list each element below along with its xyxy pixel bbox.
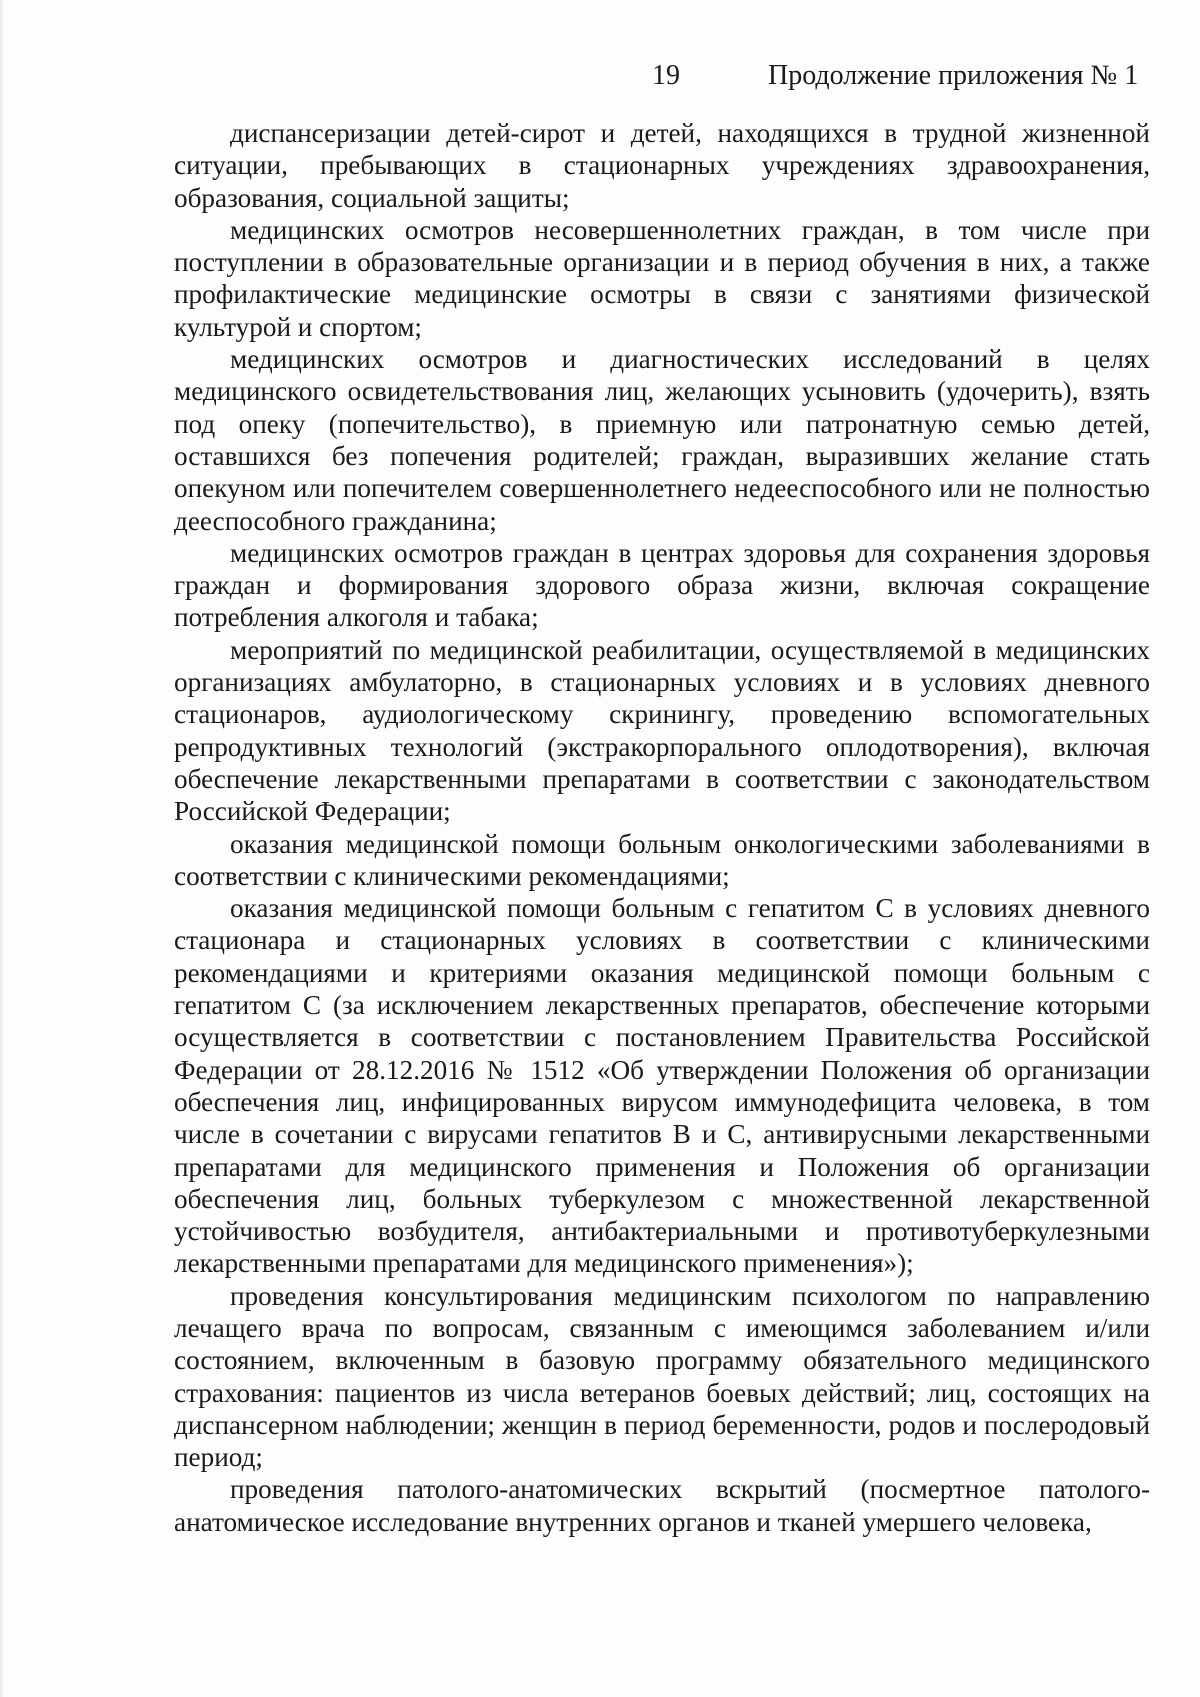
paragraph: оказания медицинской помощи больным с гепатитом С в условиях дневного стационара и стационарных условиях в соответствии с клиническими рекомендациями и критериями оказания медицинской помощи больным с гепатитом С (за исключением лекарственных препаратов, обеспечение которыми осуществляется в соответствии с постановлением Правительства Российской Федерации от 28.12.2016 № 1512 «Об утверждении Положения об организации обеспечения лиц, инфицированных вирусом иммунодефицита человека, в том числе в сочетании с вирусами гепатитов В и С, антивирусными лекарственными препаратами для медицинского применения и Положения об организации обеспечения лиц, больных туберкулезом с множественной лекарственной устойчивостью возбудителя, антибактериальными и противотуберкулезными лекарственными препаратами для медицинского применения»); [174, 893, 1150, 1279]
scan-edge [0, 0, 4, 1697]
paragraph: медицинских осмотров граждан в центрах здоровья для сохранения здоровья граждан и формирования здорового образа жизни, включая сокращение потребления алкоголя и табака; [174, 537, 1150, 633]
appendix-caption: Продолжение приложения № 1 [768, 60, 1139, 91]
document-body [174, 117, 1150, 1538]
paragraph: мероприятий по медицинской реабилитации, осуществляемой в медицинских организациях амбулаторно, в стационарных условиях и в условиях дневного стационаров, аудиологическому скринингу, проведению вспомогательных репродуктивных технологий (экстракорпорального оплодотворения), включая обеспечение лекарственными препаратами в соответствии с законодательством Российской Федерации; [174, 634, 1150, 827]
paragraph: оказания медицинской помощи больным онкологическими заболеваниями в соответствии с клиническими рекомендациями; [174, 828, 1150, 891]
paragraph: диспансеризации детей-сирот и детей, находящихся в трудной жизненной ситуации, пребывающих в стационарных учреждениях здравоохранения, образования, социальной защиты; [174, 118, 1150, 213]
page-number: 19 [652, 60, 680, 91]
paragraph: медицинских осмотров и диагностических исследований в целях медицинского освидетельствования лиц, желающих усыновить (удочерить), взять под опеку (попечительство), в приемную или патронатную семью детей, оставшихся без попечения родителей; граждан, выразивших желание стать опекуном или попечителем совершеннолетнего недееспособного или не полностью дееспособного гражданина; [174, 344, 1150, 536]
paragraph: медицинских осмотров несовершеннолетних граждан, в том числе при поступлении в образовательные организации и в период обучения в них, а также профилактические медицинские осмотры в связи с занятиями физической культурой и спортом; [174, 214, 1150, 342]
page-header [0, 60, 1200, 100]
paragraph: проведения патолого-анатомических вскрытий (посмертное патолого-анатомическое исследование внутренних органов и тканей умершего человека, [174, 1474, 1150, 1537]
paragraph: проведения консультирования медицинским психологом по направлению лечащего врача по вопросам, связанным с имеющимся заболеванием и/или состоянием, включенным в базовую программу обязательного медицинского страхования: пациентов из числа ветеранов боевых действий; лиц, состоящих на диспансерном наблюдении; женщин в период беременности, родов и послеродовый период; [174, 1280, 1150, 1473]
